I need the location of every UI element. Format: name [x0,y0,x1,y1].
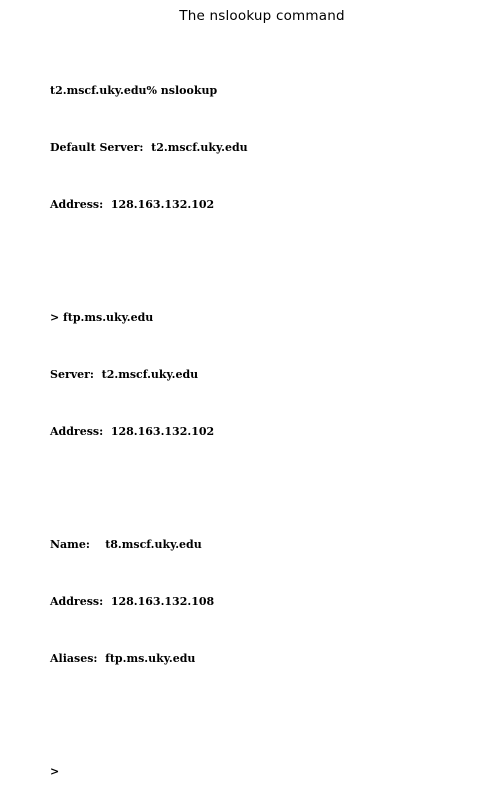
default-server-line: Default Server: t2.mscf.uky.edu [50,141,248,154]
query-line: > ftp.ms.uky.edu [50,311,154,324]
server-address-line: Address: 128.163.132.102 [50,425,215,438]
result-aliases-line: Aliases: ftp.ms.uky.edu [50,652,196,665]
nslookup-terminal-output [50,43,248,800]
default-address-line: Address: 128.163.132.102 [50,198,215,211]
server-line: Server: t2.mscf.uky.edu [50,368,199,381]
final-prompt-line: > [50,765,60,778]
page-title: The nslookup command [179,8,345,24]
blank-line [50,252,248,270]
result-name-line: Name: t8.mscf.uky.edu [50,538,202,551]
result-address-line: Address: 128.163.132.108 [50,595,215,608]
blank-line [50,706,248,724]
shell-prompt-line: t2.mscf.uky.edu% nslookup [50,84,218,97]
blank-line [50,479,248,497]
